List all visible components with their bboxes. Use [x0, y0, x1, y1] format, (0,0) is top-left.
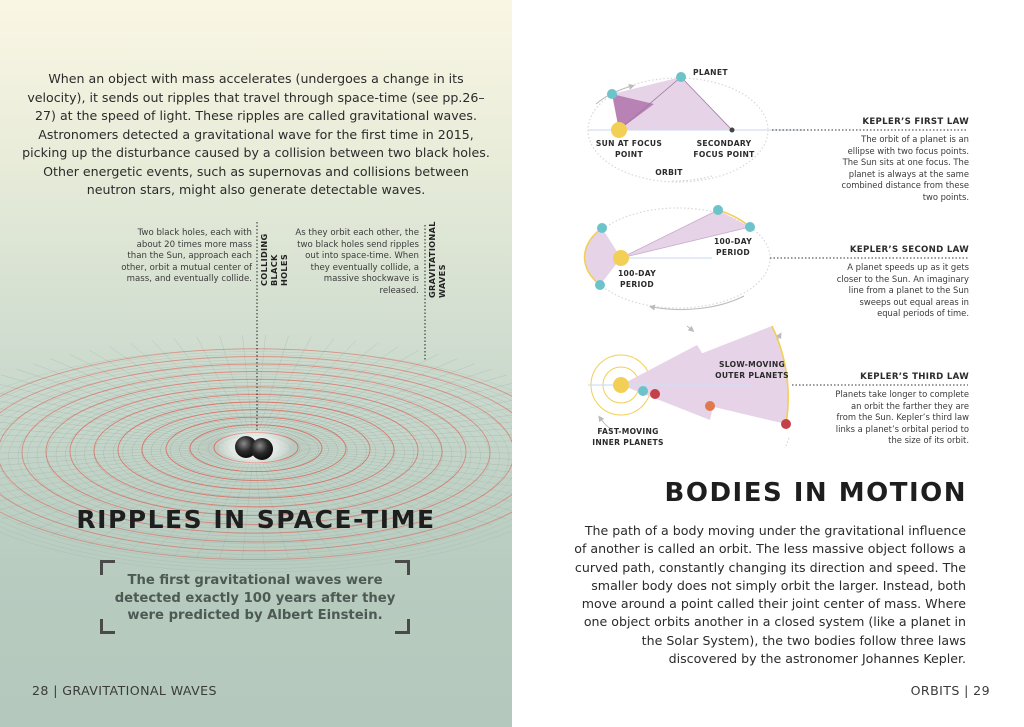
body-paragraph: The path of a body moving under the gravitational influence of another is called an orbit. The less massive object follows a curved path, constantly changing its direction and speed. The smaller body does not simply orbit the larger. Instead, both move around a point called their joint center of mass. Where one object orbits another in a closed system (like a planet in the Solar System), the two bodies follow three laws discovered by the astronomer Johannes Kepler.: [574, 523, 966, 667]
planet-icon: [705, 401, 715, 411]
law1-title: KEPLER’S FIRST LAW: [862, 117, 969, 127]
sun-icon: [613, 250, 629, 266]
section-title-bodies: BODIES IN MOTION: [664, 478, 967, 508]
planet-icon: [713, 205, 723, 215]
section-title-ripples: RIPPLES IN SPACE-TIME: [76, 505, 436, 534]
grid-radial-line: [257, 338, 333, 442]
planet-icon: [781, 419, 791, 429]
label-orbit: ORBIT: [655, 168, 683, 177]
label-period-b-2: PERIOD: [620, 280, 654, 289]
folio-right: ORBITS | 29: [910, 683, 990, 698]
caption-waves: As they orbit each other, the two black holes send ripples out into space-time. When they eventually collide, a massive shockwave is released.: [295, 228, 419, 296]
grid-radial-line: [0, 447, 240, 454]
grid-radial-line: [33, 364, 244, 444]
label-secondary-1: SECONDARY: [696, 139, 752, 148]
law3-description: Planets take longer to complete an orbit the farther they are from the Sun. Kepler’s third law links a planet’s orbital period to the size of its orbit.: [835, 389, 969, 446]
folio-left: 28 | GRAVITATIONAL WAVES: [32, 683, 217, 698]
label-period-a-2: PERIOD: [716, 248, 750, 257]
label-slow-1: SLOW-MOVING: [718, 360, 786, 369]
caption-colliding: Two black holes, each with about 20 times more mass than the Sun, approach each other, orbit a mutual center of mass, and eventually collide.: [121, 228, 252, 285]
label-fast-2: INNER PLANETS: [592, 438, 664, 447]
grid-radial-line: [254, 335, 265, 442]
planet-icon: [595, 280, 605, 290]
grid-radial-line: [174, 338, 250, 442]
planet-icon: [745, 222, 755, 232]
label-gravitational-waves: GRAVITATIONAL WAVES: [427, 221, 447, 298]
label-colliding-black-holes: COLLIDING BLACK HOLES: [259, 233, 289, 286]
label-sun-focus-2: POINT: [615, 150, 643, 159]
grid-radial-line: [242, 335, 253, 442]
label-slow-2: OUTER PLANETS: [715, 371, 789, 380]
grid-radial-line: [267, 401, 512, 445]
law3-title: KEPLER’S THIRD LAW: [860, 372, 969, 382]
black-hole-right-icon: [251, 438, 273, 460]
planet-icon: [676, 72, 686, 82]
pull-quote-text: The first gravitational waves were detected exactly 100 years after they were predicted by Albert Einstein.: [114, 573, 396, 623]
planet-icon: [607, 89, 617, 99]
law2-description: A planet speeds up as it gets closer to the Sun. An imaginary line from a planet to the Sun sweeps out equal areas in equal periods of time.: [836, 262, 969, 319]
grid-radial-line: [0, 448, 240, 463]
planet-icon: [638, 386, 648, 396]
intro-paragraph: When an object with mass accelerates (undergoes a change in its velocity), it sends out ripples that travel through space-time (see pp.26–27) at the speed of light. These ripples are called gravitational waves. Astronomers detected a gravitational wave for the first time in 2015, picking up the disturbance caused by a collision between two black holes. Other energetic events, such as supernovas and collisions between neutron stars, might also generate detectable waves.: [22, 71, 490, 197]
label-fast-1: FAST-MOVING: [597, 427, 659, 436]
grid-radial-line: [0, 449, 242, 499]
sun-icon: [611, 122, 627, 138]
label-secondary-2: FOCUS POINT: [693, 150, 755, 159]
grid-radial-line: [268, 448, 512, 470]
grid-radial-line: [267, 449, 512, 486]
planet-icon: [650, 389, 660, 399]
sun-icon: [613, 377, 629, 393]
pull-quote: [100, 560, 410, 634]
label-sun-focus-1: SUN AT FOCUS: [595, 139, 663, 148]
label-period-b-1: 100-DAY: [617, 269, 657, 278]
label-period-a-1: 100-DAY: [713, 237, 753, 246]
planet-icon: [597, 223, 607, 233]
label-planet: PLANET: [693, 68, 728, 77]
law1-description: The orbit of a planet is an ellipse with two focus points. The Sun sits at one focus. The planet is always at the same combined distance from these two points.: [841, 134, 969, 202]
right-page: [512, 0, 1024, 727]
law2-title: KEPLER’S SECOND LAW: [849, 245, 969, 255]
